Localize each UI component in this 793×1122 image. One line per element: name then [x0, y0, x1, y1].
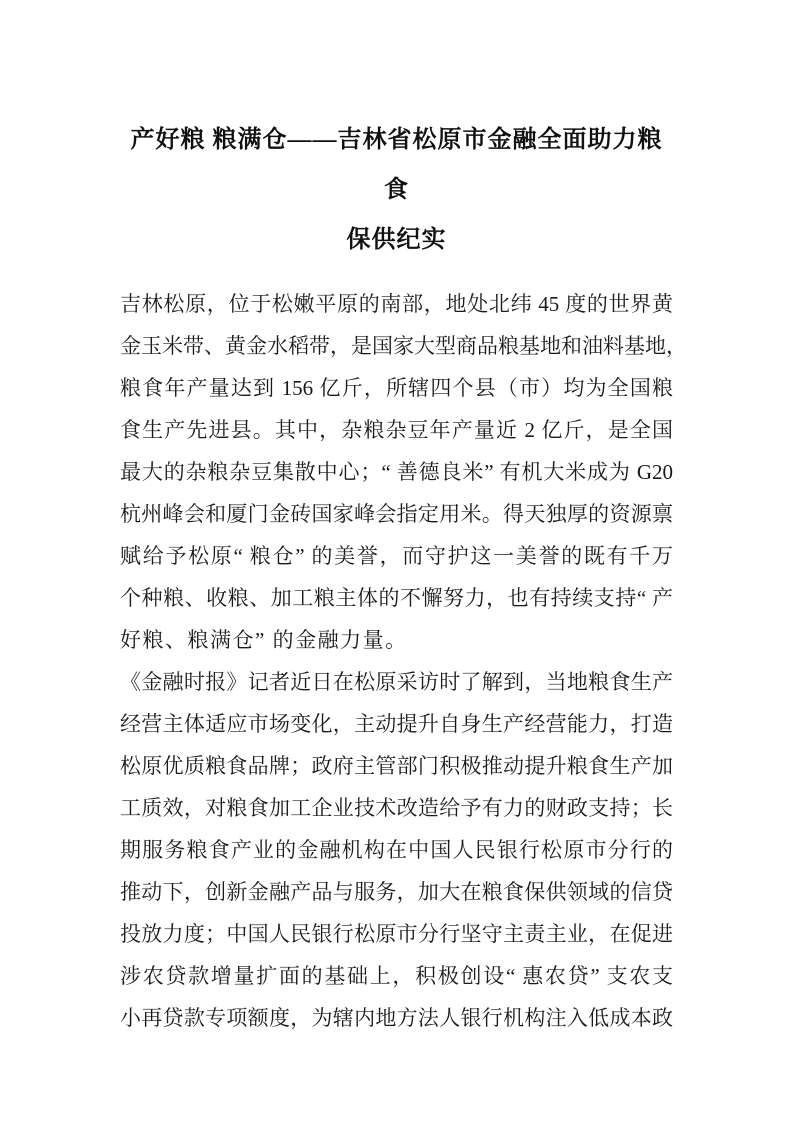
text-line: 《金融时报》记者近日在松原采访时了解到，当地粮食生产 [120, 670, 673, 694]
text-line: 赋给予松原“ 粮仓” 的美誉，而守护这一美誉的既有千万 [120, 544, 673, 568]
text-line: 食生产先进县。其中，杂粮杂豆年产量近 2 亿斤，是全国 [120, 418, 673, 442]
text-line: 涉农贷款增量扩面的基础上，积极创设“ 惠农贷” 支农支 [120, 964, 673, 988]
text-line: 好粮、粮满仓” 的金融力量。 [120, 628, 408, 652]
text-line: 经营主体适应市场变化，主动提升自身生产经营能力，打造 [120, 712, 673, 736]
text-line: 个种粮、收粮、加工粮主体的不懈努力，也有持续支持“ 产 [120, 586, 673, 610]
title-line-2: 保供纪实 [346, 227, 447, 253]
text-line: 杭州峰会和厦门金砖国家峰会指定用米。得天独厚的资源禀 [120, 502, 673, 526]
text-line: 粮食年产量达到 156 亿斤，所辖四个县（市）均为全国粮 [120, 376, 673, 400]
paragraph-2 [120, 661, 673, 1039]
text-line: 推动下，创新金融产品与服务，加大在粮食保供领域的信贷 [120, 880, 673, 904]
text-line: 金玉米带、黄金水稻带，是国家大型商品粮基地和油料基地， [120, 334, 687, 358]
text-line: 投放力度；中国人民银行松原市分行坚守主责主业，在促进 [120, 922, 673, 946]
text-line: 吉林松原，位于松嫩平原的南部，地处北纬 45 度的世界黄 [120, 292, 673, 316]
paragraph-1 [120, 283, 687, 661]
text-line: 工质效，对粮食加工企业技术改造给予有力的财政支持；长 [120, 796, 673, 820]
title-line-1: 产好粮 粮满仓——吉林省松原市金融全面助力粮食 [130, 127, 663, 203]
text-line: 期服务粮食产业的金融机构在中国人民银行松原市分行的 [120, 838, 673, 862]
text-line: 最大的杂粮杂豆集散中心；“ 善德良米” 有机大米成为 G20 [120, 460, 673, 484]
document-body [120, 283, 687, 1039]
document-title [120, 115, 673, 265]
text-line: 小再贷款专项额度，为辖内地方法人银行机构注入低成本政 [120, 1006, 673, 1030]
text-line: 松原优质粮食品牌；政府主管部门积极推动提升粮食生产加 [120, 754, 673, 778]
